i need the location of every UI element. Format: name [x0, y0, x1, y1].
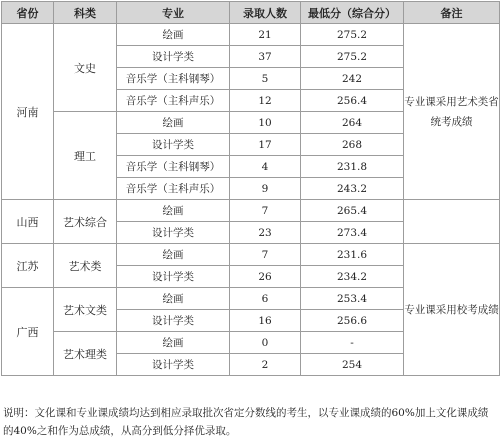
explanation-text: 说明：文化课和专业课成绩均达到相应录取批次省定分数线的考生，以专业课成绩的60%加上文化课成绩的40%之和作为总成绩，从高分到低分择优录取。 [3, 407, 489, 437]
table-row [2, 244, 500, 266]
table-row [2, 24, 500, 46]
major-cell: 设计学类 [117, 266, 230, 288]
header-province: 省份 [2, 2, 54, 24]
category-cell-yishulilei: 艺术理类 [54, 332, 117, 376]
count-cell: 7 [230, 200, 301, 222]
score-cell: 256.4 [301, 90, 404, 112]
major-cell: 音乐学（主科钢琴） [117, 156, 230, 178]
count-cell: 7 [230, 244, 301, 266]
table-row [2, 200, 500, 222]
province-cell-shanxi: 山西 [2, 200, 54, 244]
category-cell-ligong: 理工 [54, 112, 117, 200]
count-cell: 37 [230, 46, 301, 68]
score-cell: 273.4 [301, 222, 404, 244]
admission-table [1, 1, 500, 376]
score-cell: 256.6 [301, 310, 404, 332]
major-cell: 音乐学（主科钢琴） [117, 68, 230, 90]
header-note: 备注 [404, 2, 500, 24]
score-cell: 234.2 [301, 266, 404, 288]
header-min-score: 最低分（综合分） [301, 2, 404, 24]
count-cell: 10 [230, 112, 301, 134]
note-cell-provincial-exam: 专业课采用艺术类省统考成绩 [404, 24, 500, 200]
table-header-row [2, 2, 500, 24]
count-cell: 23 [230, 222, 301, 244]
header-category: 科类 [54, 2, 117, 24]
score-cell: 268 [301, 134, 404, 156]
score-cell: 231.6 [301, 244, 404, 266]
header-major: 专业 [117, 2, 230, 24]
header-count: 录取人数 [230, 2, 301, 24]
score-cell: 242 [301, 68, 404, 90]
major-cell: 音乐学（主科声乐） [117, 90, 230, 112]
count-cell: 17 [230, 134, 301, 156]
score-cell: 254 [301, 354, 404, 376]
count-cell: 2 [230, 354, 301, 376]
score-cell: 264 [301, 112, 404, 134]
category-cell-yishuzonghe: 艺术综合 [54, 200, 117, 244]
major-cell: 绘画 [117, 112, 230, 134]
major-cell: 设计学类 [117, 46, 230, 68]
major-cell: 绘画 [117, 244, 230, 266]
province-cell-henan: 河南 [2, 24, 54, 200]
province-cell-guangxi: 广西 [2, 288, 54, 376]
score-cell: 275.2 [301, 24, 404, 46]
score-cell: 243.2 [301, 178, 404, 200]
count-cell: 6 [230, 288, 301, 310]
count-cell: 4 [230, 156, 301, 178]
count-cell: 0 [230, 332, 301, 354]
major-cell: 绘画 [117, 332, 230, 354]
major-cell: 设计学类 [117, 310, 230, 332]
score-cell: - [301, 332, 404, 354]
category-cell-yishuwenlei: 艺术文类 [54, 288, 117, 332]
count-cell: 21 [230, 24, 301, 46]
count-cell: 16 [230, 310, 301, 332]
count-cell: 5 [230, 68, 301, 90]
count-cell: 12 [230, 90, 301, 112]
category-cell-yishulei: 艺术类 [54, 244, 117, 288]
note-cell-school-exam: 专业课采用校考成绩 [404, 244, 500, 376]
major-cell: 绘画 [117, 24, 230, 46]
major-cell: 音乐学（主科声乐） [117, 178, 230, 200]
score-cell: 265.4 [301, 200, 404, 222]
count-cell: 26 [230, 266, 301, 288]
major-cell: 设计学类 [117, 354, 230, 376]
score-cell: 253.4 [301, 288, 404, 310]
score-cell: 231.8 [301, 156, 404, 178]
major-cell: 绘画 [117, 288, 230, 310]
major-cell: 绘画 [117, 200, 230, 222]
category-cell-wenshi: 文史 [54, 24, 117, 112]
note-cell-empty [404, 200, 500, 244]
province-cell-jiangsu: 江苏 [2, 244, 54, 288]
major-cell: 设计学类 [117, 222, 230, 244]
major-cell: 设计学类 [117, 134, 230, 156]
score-cell: 275.2 [301, 46, 404, 68]
count-cell: 9 [230, 178, 301, 200]
